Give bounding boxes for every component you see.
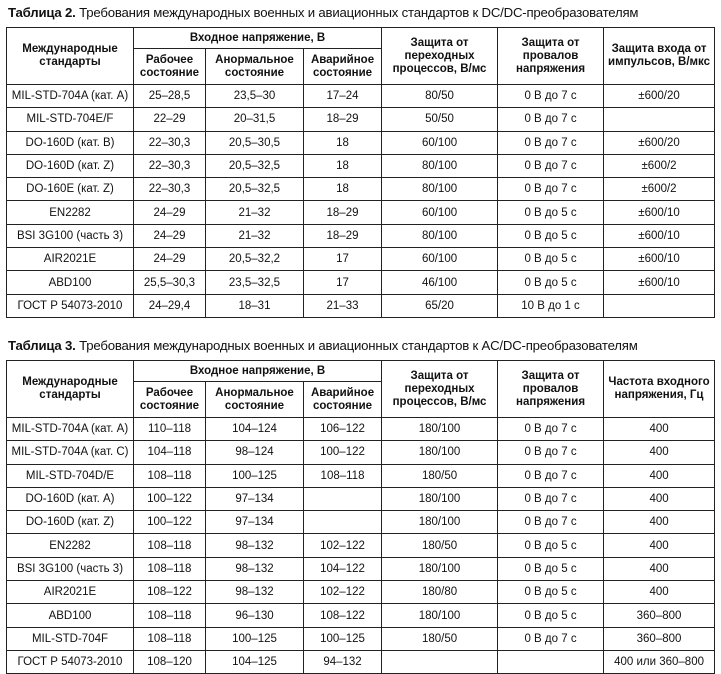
table-cell: 24–29 [134,201,206,224]
standard-name-cell: BSI 3G100 (часть 3) [7,557,134,580]
table-cell: 0 В до 7 с [498,627,604,650]
table-cell: 0 В до 7 с [498,85,604,108]
table3-caption [8,338,638,354]
table-cell: 98–124 [206,441,304,464]
table-cell: 108–120 [134,650,206,673]
table-cell: 400 [604,581,715,604]
table-cell: 100–122 [304,441,382,464]
table-row [7,581,715,604]
table-row [7,85,715,108]
table2-header-standards: Международные стандарты [7,28,134,85]
table-cell: 80/100 [382,224,498,247]
standard-name-cell: DO-160D (кат. Z) [7,154,134,177]
table2 [6,27,715,318]
table-cell: 180/100 [382,557,498,580]
table2-body [7,85,715,318]
table-cell: 180/80 [382,581,498,604]
table3-header-row [7,361,715,382]
table-cell: ±600/20 [604,85,715,108]
table-cell: 17 [304,271,382,294]
table-cell: 180/100 [382,441,498,464]
table3-body [7,418,715,674]
table-cell [304,487,382,510]
table-cell: 108–118 [134,604,206,627]
standard-name-cell: MIL-STD-704E/F [7,108,134,131]
table-cell: 0 В до 7 с [498,418,604,441]
table-cell: 0 В до 7 с [498,464,604,487]
standard-name-cell: MIL-STD-704A (кат. А) [7,418,134,441]
table-cell: 0 В до 7 с [498,511,604,534]
table-row [7,534,715,557]
table-row [7,627,715,650]
table2-caption-prefix: Таблица 2. [8,5,76,20]
table-cell: 65/20 [382,294,498,317]
table-cell: 20,5–30,5 [206,131,304,154]
table-cell: 400 [604,464,715,487]
table-cell: 104–125 [206,650,304,673]
table-cell: 18 [304,178,382,201]
table-cell: 400 [604,441,715,464]
table-row [7,464,715,487]
table-cell: 25–28,5 [134,85,206,108]
standard-name-cell: ABD100 [7,271,134,294]
table-row [7,178,715,201]
standard-name-cell: EN2282 [7,201,134,224]
table-cell: ±600/2 [604,178,715,201]
table-cell: 0 В до 5 с [498,201,604,224]
table-cell: 0 В до 5 с [498,224,604,247]
table3-caption-prefix: Таблица 3. [8,338,76,353]
table-row [7,131,715,154]
table-cell: 400 [604,511,715,534]
table-cell: 24–29 [134,224,206,247]
standard-name-cell: EN2282 [7,534,134,557]
table-row [7,154,715,177]
table-cell: 180/50 [382,534,498,557]
table-cell: 0 В до 7 с [498,178,604,201]
table-cell: 100–122 [134,511,206,534]
table-row [7,418,715,441]
table-cell: 20,5–32,2 [206,248,304,271]
table-cell: 360–800 [604,604,715,627]
table-cell: 0 В до 7 с [498,108,604,131]
table-cell: 18–29 [304,201,382,224]
table-cell: 50/50 [382,108,498,131]
table-cell: ±600/10 [604,248,715,271]
table-cell: 97–134 [206,487,304,510]
table-cell: 0 В до 5 с [498,271,604,294]
table-cell: 108–118 [134,627,206,650]
table2-header-normal: Рабочее состояние [134,49,206,85]
table3 [6,360,715,674]
table3-header-dropout: Защита от провалов напряжения [498,361,604,418]
standard-name-cell: DO-160D (кат. В) [7,131,134,154]
table-cell: ±600/20 [604,131,715,154]
table-cell: 21–32 [206,201,304,224]
table-cell: 22–29 [134,108,206,131]
table2-caption [8,5,638,21]
table-cell [304,511,382,534]
table-cell: 180/100 [382,418,498,441]
table-cell: 23,5–30 [206,85,304,108]
table-cell: 10 В до 1 с [498,294,604,317]
table-cell: 98–132 [206,557,304,580]
table-cell: 100–122 [134,487,206,510]
table-cell: 108–122 [304,604,382,627]
table-cell: 180/50 [382,464,498,487]
table-cell: 23,5–32,5 [206,271,304,294]
table-cell: 400 [604,557,715,580]
table3-header-emergency: Аварийное состояние [304,382,382,418]
table-cell: 100–125 [304,627,382,650]
table-cell: 60/100 [382,131,498,154]
table-cell: 98–132 [206,534,304,557]
table-cell: 94–132 [304,650,382,673]
standard-name-cell: DO-160D (кат. Z) [7,511,134,534]
table-cell: 0 В до 5 с [498,581,604,604]
table-cell: 180/50 [382,627,498,650]
standard-name-cell: ГОСТ Р 54073-2010 [7,650,134,673]
table-cell: 102–122 [304,534,382,557]
table-cell: 106–122 [304,418,382,441]
table-cell: ±600/10 [604,271,715,294]
table2-header-row [7,28,715,49]
table-cell: 22–30,3 [134,131,206,154]
standard-name-cell: ABD100 [7,604,134,627]
table-cell: 108–118 [134,534,206,557]
table-cell: 104–122 [304,557,382,580]
standard-name-cell: MIL-STD-704F [7,627,134,650]
table-cell: ±600/2 [604,154,715,177]
table-cell [498,650,604,673]
table2-header-abnormal: Анормальное состояние [206,49,304,85]
table-cell: 98–132 [206,581,304,604]
table-cell: 400 [604,534,715,557]
table2-header-pulse: Защита входа от импульсов, В/мкс [604,28,715,85]
table-cell: 180/100 [382,511,498,534]
standard-name-cell: BSI 3G100 (часть 3) [7,224,134,247]
table-cell: 22–30,3 [134,178,206,201]
table-row [7,604,715,627]
table-cell: 0 В до 5 с [498,557,604,580]
table-cell: 0 В до 5 с [498,534,604,557]
table2-header-transient: Защита от переходных процессов, В/мс [382,28,498,85]
table-cell: ±600/10 [604,224,715,247]
table-cell: 80/100 [382,154,498,177]
table-cell: 20–31,5 [206,108,304,131]
table-cell: 17–24 [304,85,382,108]
table3-caption-text: Требования международных военных и авиационных стандартов к AC/DC-преобразователям [79,338,638,353]
table2-header-dropout: Защита от провалов напряжения [498,28,604,85]
table-cell: 0 В до 5 с [498,248,604,271]
table-cell: 24–29,4 [134,294,206,317]
table-cell [604,108,715,131]
table-cell: 102–122 [304,581,382,604]
table-row [7,224,715,247]
table-cell: 100–125 [206,464,304,487]
table-cell: 108–118 [134,464,206,487]
table-row [7,294,715,317]
table-row [7,271,715,294]
table-cell: 360–800 [604,627,715,650]
table-cell: 400 или 360–800 [604,650,715,673]
table-cell: 24–29 [134,248,206,271]
table-row [7,108,715,131]
standard-name-cell: DO-160D (кат. А) [7,487,134,510]
table-cell: 0 В до 7 с [498,487,604,510]
table-cell: 104–124 [206,418,304,441]
table-cell: 46/100 [382,271,498,294]
table-cell: 18 [304,131,382,154]
table3-header-abnormal: Анормальное состояние [206,382,304,418]
table-cell: 20,5–32,5 [206,154,304,177]
table-row [7,201,715,224]
table-cell: 180/100 [382,487,498,510]
table3-header-transient: Защита от переходных процессов, В/мс [382,361,498,418]
standard-name-cell: ГОСТ Р 54073-2010 [7,294,134,317]
table3-header-input-voltage: Входное напряжение, В [134,361,382,382]
standard-name-cell: MIL-STD-704A (кат. А) [7,85,134,108]
table-cell: 400 [604,487,715,510]
table-cell: 18–31 [206,294,304,317]
table-cell: 0 В до 7 с [498,131,604,154]
table-cell: 21–32 [206,224,304,247]
table-row [7,248,715,271]
table-row [7,557,715,580]
table-cell: 0 В до 5 с [498,604,604,627]
table-cell: 18 [304,154,382,177]
table-cell: 60/100 [382,201,498,224]
table-cell: 60/100 [382,248,498,271]
table-row [7,511,715,534]
table3-header-standards: Международные стандарты [7,361,134,418]
standard-name-cell: AIR2021E [7,248,134,271]
table-cell: 25,5–30,3 [134,271,206,294]
table-cell: 80/50 [382,85,498,108]
table3-header-frequency: Частота входного напряжения, Гц [604,361,715,418]
table-cell: 20,5–32,5 [206,178,304,201]
table-cell: 0 В до 7 с [498,441,604,464]
table-cell: 100–125 [206,627,304,650]
table-cell: 18–29 [304,224,382,247]
table3-header-normal: Рабочее состояние [134,382,206,418]
table-cell: 80/100 [382,178,498,201]
table2-header-input-voltage: Входное напряжение, В [134,28,382,49]
table2-header-emergency: Аварийное состояние [304,49,382,85]
standard-name-cell: MIL-STD-704A (кат. С) [7,441,134,464]
table-row [7,650,715,673]
table-cell: 18–29 [304,108,382,131]
table-cell: 104–118 [134,441,206,464]
table-row [7,441,715,464]
table-cell: 110–118 [134,418,206,441]
table-cell: 180/100 [382,604,498,627]
table-cell: 108–122 [134,581,206,604]
table-cell: 0 В до 7 с [498,154,604,177]
table-cell: 22–30,3 [134,154,206,177]
table-cell: 400 [604,418,715,441]
table-cell: 97–134 [206,511,304,534]
table-cell: ±600/10 [604,201,715,224]
table-row [7,487,715,510]
standard-name-cell: AIR2021E [7,581,134,604]
table-cell: 17 [304,248,382,271]
table-cell [382,650,498,673]
table-cell: 96–130 [206,604,304,627]
standard-name-cell: DO-160E (кат. Z) [7,178,134,201]
table2-caption-text: Требования международных военных и авиационных стандартов к DC/DC-преобразователям [79,5,639,20]
table-cell: 108–118 [134,557,206,580]
table-cell [604,294,715,317]
standard-name-cell: MIL-STD-704D/E [7,464,134,487]
table-cell: 21–33 [304,294,382,317]
table-cell: 108–118 [304,464,382,487]
